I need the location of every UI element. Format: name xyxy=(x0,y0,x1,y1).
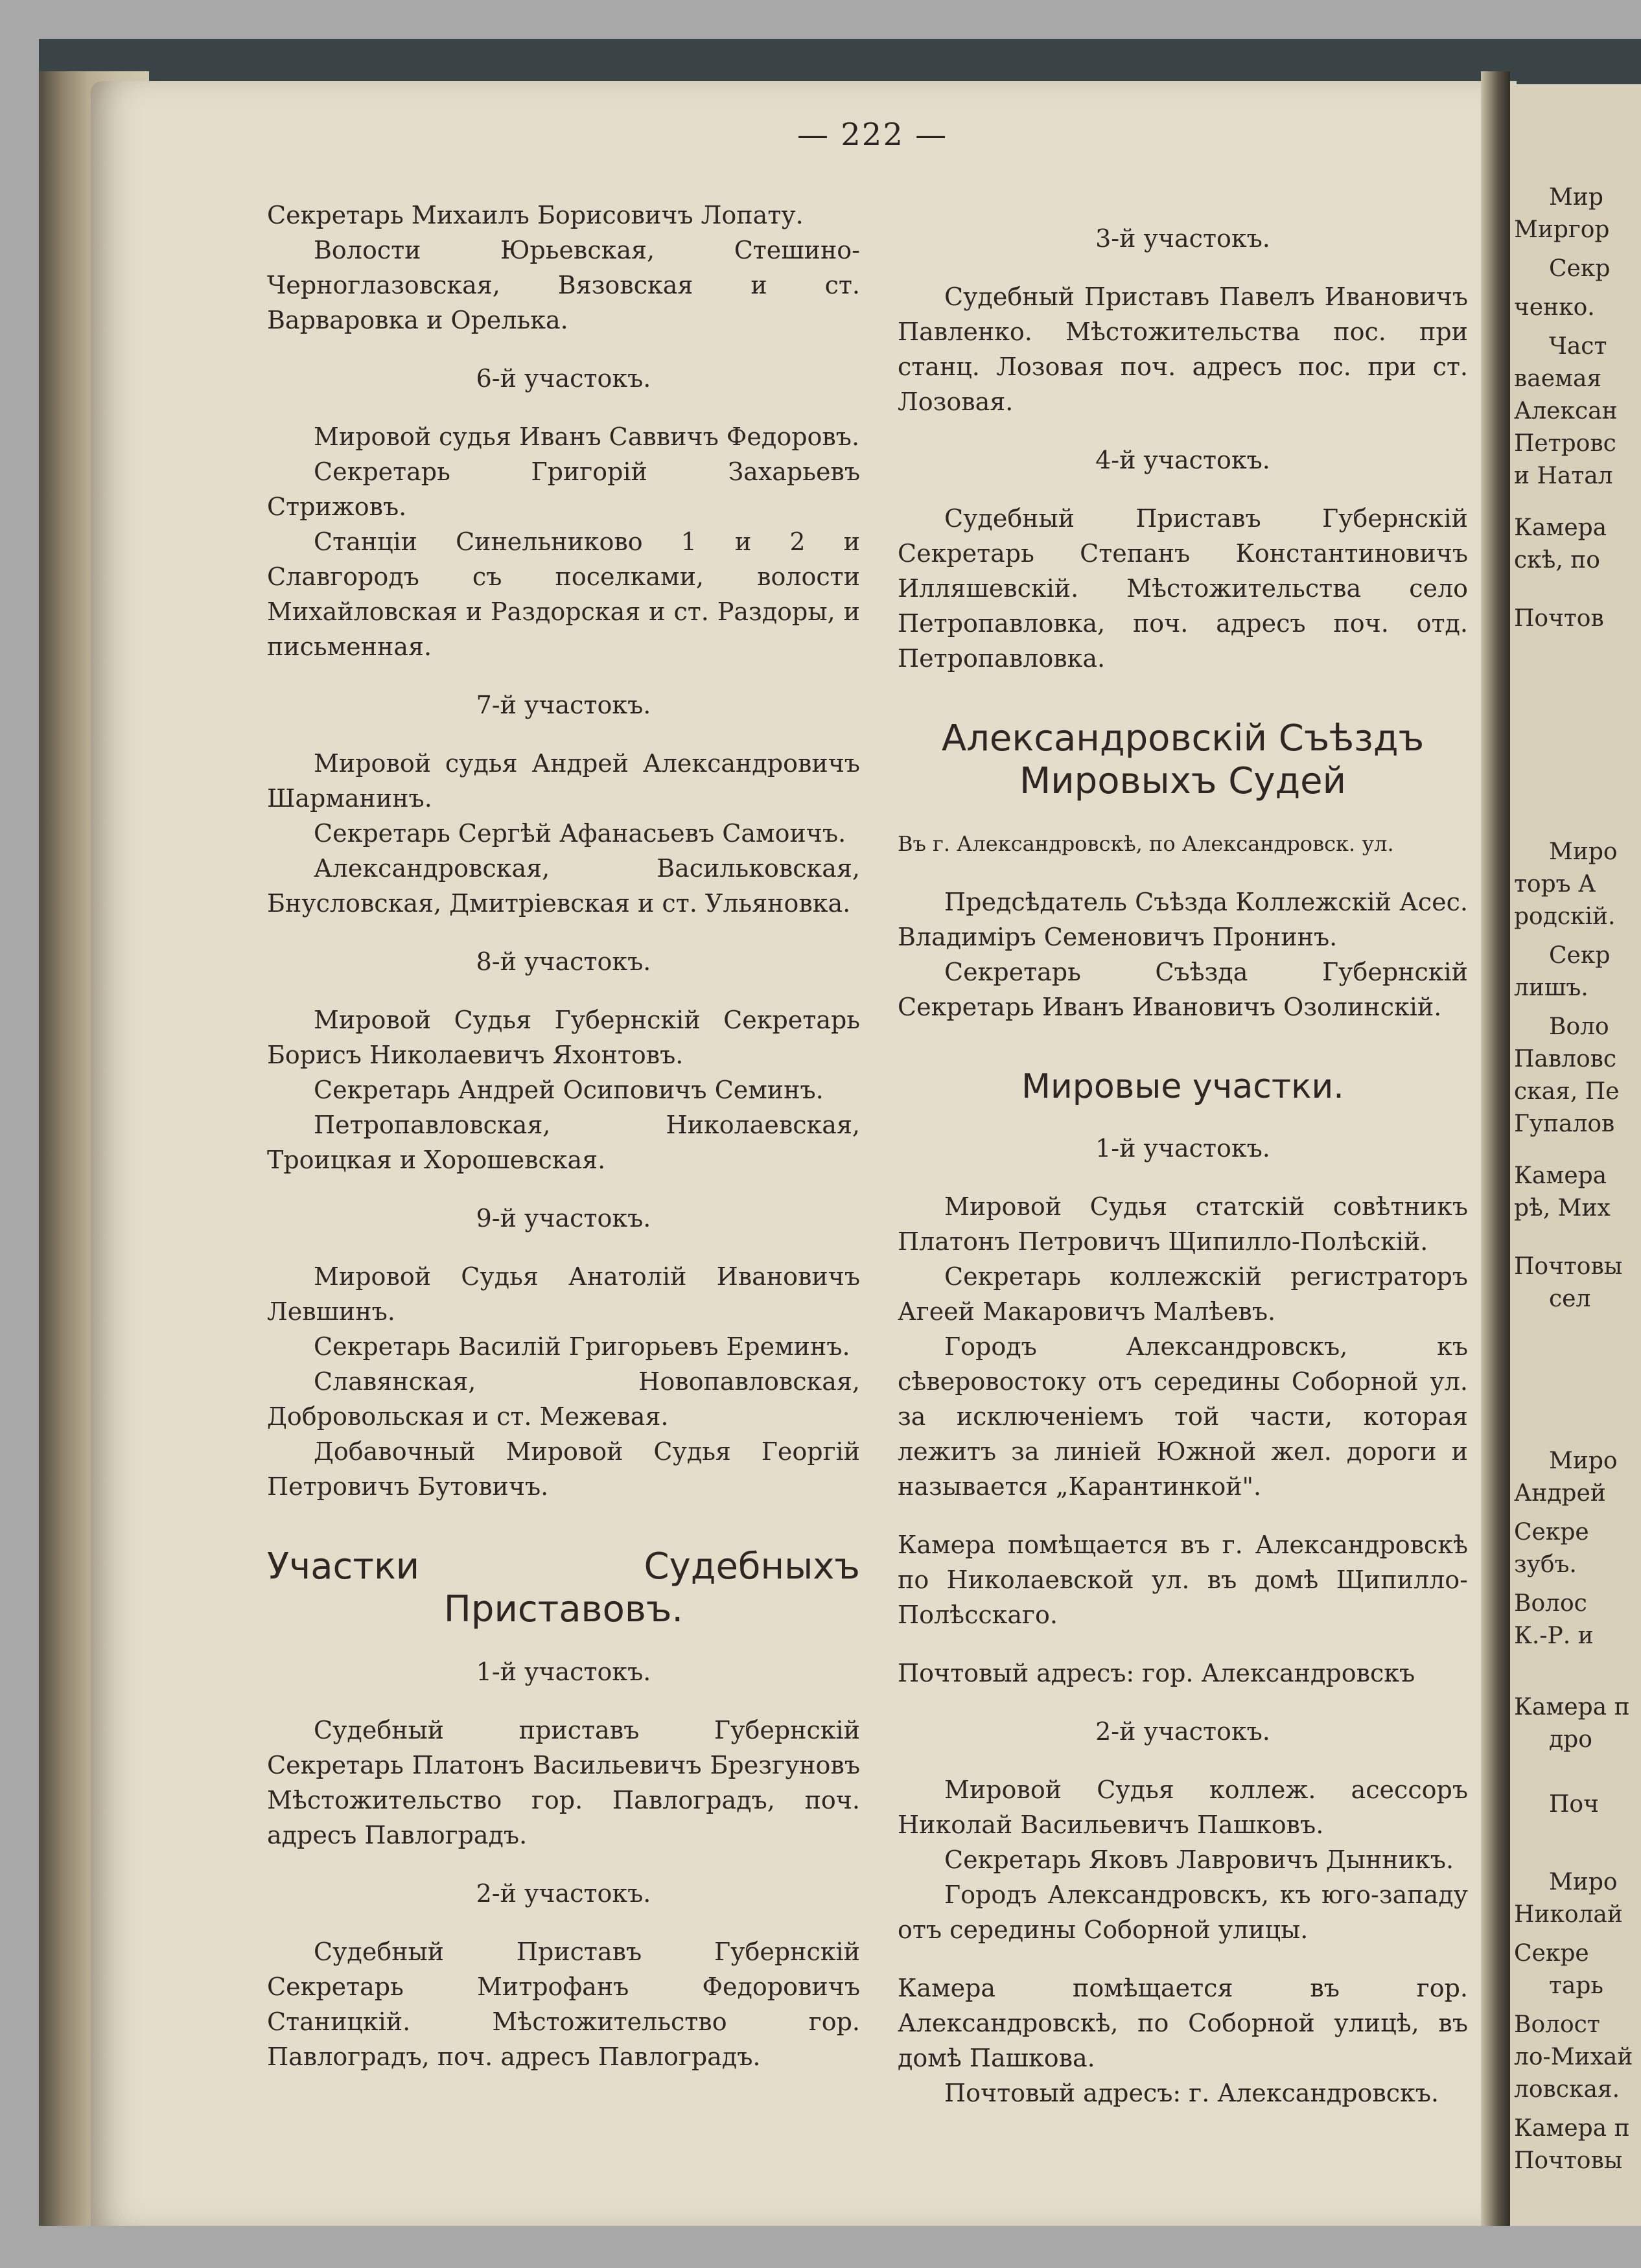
left-column xyxy=(267,198,860,2074)
entry-paragraph: Секретарь Василій Григорьевъ Ереминъ. xyxy=(314,1332,850,1361)
district-heading: 4-й участокъ. xyxy=(1095,446,1270,474)
next-page-fragment: Николай xyxy=(1514,1901,1623,1928)
next-page-fragment: лишъ. xyxy=(1514,975,1589,1001)
subsection-title: Мировые участки. xyxy=(1021,1067,1344,1106)
entry-paragraph: Секретарь Андрей Осиповичъ Семинъ. xyxy=(314,1076,824,1104)
entry-paragraph: Мировой Судья Губернскій Секретарь Борисъ Николаевичъ Яхонтовъ. xyxy=(267,1006,860,1069)
section-title: Александровскій Съѣздъ Мировыхъ Судей xyxy=(941,717,1425,802)
district-heading: 6-й участокъ. xyxy=(476,364,651,393)
next-page-fragment: сел xyxy=(1549,1286,1591,1312)
next-page-fragment: Поч xyxy=(1549,1791,1599,1818)
entry-paragraph: Добавочный Мировой Судья Георгій Петровичъ Бутовичъ. xyxy=(267,1437,860,1501)
next-page-fragment: Волост xyxy=(1514,2011,1600,2038)
next-page-fragment: Секр xyxy=(1549,942,1611,969)
next-page-fragment: Секре xyxy=(1514,1940,1589,1967)
entry-paragraph: Судебный Приставъ Губернскій Секретарь Степанъ Константиновичъ Илляшевскій. Мѣстожительства село Петропавловка, поч. адресъ поч. отд. Петропавловка. xyxy=(898,504,1468,673)
next-page-fragment: Миро xyxy=(1549,1448,1618,1474)
entry-paragraph: Камера помѣщается въ гор. Александровскѣ, по Соборной улицѣ, въ домѣ Пашкова. xyxy=(898,1974,1468,2072)
next-page-fragment: Гупалов xyxy=(1514,1111,1615,1137)
next-page-fragment: К.-Р. и xyxy=(1514,1623,1594,1649)
next-page-fragment: Камера п xyxy=(1514,1694,1630,1720)
entry-paragraph: Городъ Александровскъ, къ сѣверовостоку отъ середины Соборной ул. за исключеніемъ той части, которая лежитъ за линіей Южной жел. дороги и называется „Карантинкой". xyxy=(898,1332,1468,1501)
next-page-fragment: Алексан xyxy=(1514,398,1618,424)
entry-paragraph: Секретарь Яковъ Лавровичъ Дынникъ. xyxy=(944,1846,1454,1874)
entry-paragraph: Петропавловская, Николаевская, Троицкая и Хорошевская. xyxy=(267,1111,860,1174)
next-page-fragment: Воло xyxy=(1549,1013,1609,1040)
entry-paragraph: Городъ Александровскъ, къ юго-западу отъ середины Соборной улицы. xyxy=(898,1880,1468,1944)
next-page-fragment: рѣ, Мих xyxy=(1514,1195,1611,1221)
entry-paragraph: Секретарь Григорій Захарьевъ Стрижовъ. xyxy=(267,457,860,521)
next-page-edge xyxy=(1510,84,1641,2226)
entry-paragraph: Мировой Судья коллеж. асессоръ Николай Васильевичъ Пашковъ. xyxy=(898,1776,1468,1839)
district-heading: 1-й участокъ. xyxy=(476,1658,651,1686)
district-heading: 1-й участокъ. xyxy=(1095,1134,1270,1163)
next-page-fragment: Камера п xyxy=(1514,2115,1630,2142)
next-page-fragment: Миро xyxy=(1549,839,1618,865)
district-heading: 7-й участокъ. xyxy=(476,691,651,719)
district-heading: 3-й участокъ. xyxy=(1095,224,1270,253)
next-page-fragment: Петровс xyxy=(1514,430,1616,457)
entry-paragraph: Мировой судья Иванъ Саввичъ Федоровъ. xyxy=(314,422,860,451)
next-page-fragment: Камера xyxy=(1514,515,1607,541)
entry-paragraph: Секретарь коллежскій регистраторъ Агеей Макаровичъ Малѣевъ. xyxy=(898,1262,1468,1326)
next-page-fragment: и Натал xyxy=(1514,463,1613,489)
next-page-fragment: Секре xyxy=(1514,1519,1589,1545)
entry-paragraph: Станціи Синельниково 1 и 2 и Славгородъ съ поселками, волости Михайловская и Раздорская и ст. Раздоры, и письменная. xyxy=(267,527,860,661)
next-page-fragment: Секр xyxy=(1549,255,1611,282)
next-page-fragment: Миро xyxy=(1549,1869,1618,1895)
next-page-fragment: Волос xyxy=(1514,1590,1587,1617)
entry-paragraph: Секретарь Сергѣй Афанасьевъ Самоичъ. xyxy=(314,819,846,848)
next-page-fragment: дро xyxy=(1549,1726,1592,1753)
next-page-fragment: родскій. xyxy=(1514,903,1616,930)
entry-paragraph: Мировой Судья статскій совѣтникъ Платонъ Петровичъ Щипилло-Полѣскій. xyxy=(898,1192,1468,1256)
right-column xyxy=(898,198,1468,2111)
next-page-fragment: Павловс xyxy=(1514,1046,1617,1072)
entry-paragraph: Почтовый адресъ: гор. Александровскъ xyxy=(898,1659,1415,1687)
district-heading: 2-й участокъ. xyxy=(476,1879,651,1908)
next-page-fragment: торъ А xyxy=(1514,871,1596,897)
entry-paragraph: Судебный Приставъ Павелъ Ивановичъ Павленко. Мѣстожительства пос. при станц. Лозовая поч. адресъ пос. при ст. Лозовая. xyxy=(898,283,1468,416)
next-page-fragment: Почтовы xyxy=(1514,2147,1623,2174)
next-page-fragment: тарь xyxy=(1549,1973,1604,1999)
section-title: Участки Судебныхъ Приставовъ. xyxy=(267,1545,860,1630)
next-page-fragment: скѣ, по xyxy=(1514,547,1600,573)
next-page-fragment: ченко. xyxy=(1514,294,1595,321)
entry-paragraph: Мировой судья Андрей Александровичъ Шарманинъ. xyxy=(267,749,860,813)
page-fold-shadow xyxy=(1481,71,1510,2226)
next-page-fragment: Камера xyxy=(1514,1163,1607,1189)
entry-paragraph: Камера помѣщается въ г. Александровскѣ по Николаевской ул. въ домѣ Щипилло-Полѣсскаго. xyxy=(898,1531,1468,1629)
next-page-fragment: ваемая xyxy=(1514,365,1602,392)
page-number: — 222 — xyxy=(797,117,948,153)
entry-paragraph: Судебный Приставъ Губернскій Секретарь Митрофанъ Федоровичъ Станицкій. Мѣстожительство гор. Павлоградъ, поч. адресъ Павлоградъ. xyxy=(267,1938,860,2071)
district-heading: 9-й участокъ. xyxy=(476,1204,651,1232)
entry-paragraph: Судебный приставъ Губернскій Секретарь Платонъ Васильевичъ Брезгуновъ Мѣстожительство гор. Павлоградъ, поч. адресъ Павлоградъ. xyxy=(267,1716,860,1849)
next-page-fragment: Почтов xyxy=(1514,605,1604,632)
district-heading: 8-й участокъ. xyxy=(476,947,651,976)
entry-paragraph: Волости Юрьевская, Стешино-Черноглазовская, Вязовская и ст. Варваровка и Орелька. xyxy=(267,236,860,334)
entry-paragraph: Александровская, Васильковская, Бнусловская, Дмитріевская и ст. Ульяновка. xyxy=(267,854,860,918)
next-page-fragment: зубъ. xyxy=(1514,1551,1577,1578)
address-line: Въ г. Александровскѣ, по Александровск. ул. xyxy=(898,831,1394,856)
scanner-top-band xyxy=(39,39,1641,84)
next-page-fragment: Андрей xyxy=(1514,1480,1606,1507)
next-page-fragment: Мир xyxy=(1549,184,1603,211)
entry-paragraph: Предсѣдатель Съѣзда Коллежскій Асес. Владиміръ Семеновичъ Пронинъ. xyxy=(898,888,1468,951)
entry-paragraph: Секретарь Михаилъ Борисовичъ Лопату. xyxy=(267,201,804,229)
next-page-fragment: Почтовы xyxy=(1514,1253,1623,1280)
entry-paragraph: Славянская, Новопавловская, Добровольская и ст. Межевая. xyxy=(267,1367,860,1431)
next-page-fragment: ло-Михай xyxy=(1514,2044,1633,2070)
entry-paragraph: Мировой Судья Анатолій Ивановичъ Левшинъ. xyxy=(267,1262,860,1326)
entry-paragraph: Секретарь Съѣзда Губернскій Секретарь Иванъ Ивановичъ Озолинскій. xyxy=(898,958,1468,1021)
entry-paragraph: Почтовый адресъ: г. Александровскъ. xyxy=(944,2079,1439,2107)
next-page-fragment: ловская. xyxy=(1514,2076,1620,2103)
next-page-fragment: ская, Пе xyxy=(1514,1078,1620,1105)
district-heading: 2-й участокъ. xyxy=(1095,1717,1270,1746)
next-page-fragment: Част xyxy=(1549,333,1607,360)
next-page-fragment: Миргор xyxy=(1514,216,1610,243)
